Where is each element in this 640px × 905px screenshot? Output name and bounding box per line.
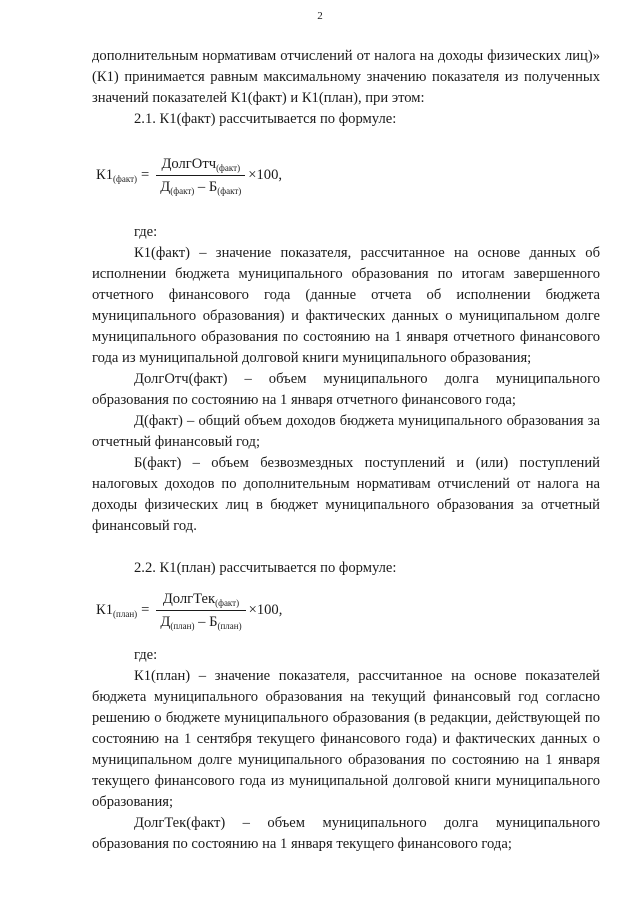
paragraph-2-2-heading: 2.2. К1(план) рассчитывается по формуле:: [134, 560, 397, 576]
formula-multiplier: ×100,: [248, 167, 283, 183]
formula-multiplier: ×100,: [248, 602, 283, 618]
paragraph-intro: дополнительным нормативам отчислений от налога на доходы физических лиц)» (К1) принимается равным максимальному значению показателя из полученных значений показателей К1(факт) и К1(план), при этом:: [92, 48, 600, 106]
formula-equals: =: [141, 167, 150, 183]
where-label-2: где:: [134, 647, 158, 663]
document-body: [92, 46, 600, 855]
definition-k1-fact: К1(факт) – значение показателя, рассчитанное на основе данных об исполнении бюджета муниципального образования по итогам завершенного отчетного финансового года (данные отчета об исполнении бюджета муниципального образования) и фактических данных о муниципальном долге муниципального образования по состоянию на 1 января отчетного финансового года из муниципальной долговой книги муниципального образования;: [92, 245, 600, 366]
formula-fraction: [156, 155, 245, 196]
formula-equals: =: [141, 602, 150, 618]
definition-dolgotch: ДолгОтч(факт) – объем муниципального долга муниципального образования по состоянию на 1 января отчетного финансового года;: [92, 371, 600, 408]
formula-fraction: [156, 590, 245, 631]
definition-d-fact: Д(факт) – общий объем доходов бюджета муниципального образования за отчетный финансовый год;: [92, 413, 600, 450]
formula-denominator: $Д_{(план)} - Б_{(план)}$: [156, 610, 245, 631]
formula-numerator: ДолгОтч$_{(факт)}$: [161, 155, 241, 173]
formula-lhs: $К1_{(факт)}$: [96, 167, 138, 184]
paragraph-2-1-heading: 2.1. К1(факт) рассчитывается по формуле:: [134, 111, 397, 127]
definition-dolgtek: ДолгТек(факт) – объем муниципального долга муниципального образования по состоянию на 1 января текущего финансового года;: [92, 815, 600, 852]
formula-numerator: ДолгТек$_{(факт)}$: [162, 590, 240, 608]
formula-k1-fact: [96, 146, 600, 204]
formula-denominator: $Д_{(факт)} - Б_{(факт)}$: [156, 175, 245, 196]
definition-k1-plan: К1(план) – значение показателя, рассчитанное на основе показателей бюджета муниципального образования на текущий финансовый год согласно решению о бюджете муниципального образования (в редакции, действующей по состоянию на 1 сентября текущего финансового года) и фактических данных о муниципальном долге муниципального образования по состоянию на 1 января текущего финансового года из муниципальной долговой книги муниципального образования;: [92, 668, 600, 810]
page-number: 2: [317, 10, 323, 22]
formula-k1-plan: [96, 585, 600, 635]
where-label-1: где:: [134, 224, 158, 240]
definition-b-fact: Б(факт) – объем безвозмездных поступлений и (или) поступлений налоговых доходов по дополнительным нормативам отчислений от налога на доходы физических лиц в бюджет муниципального образования за отчетный финансовый год.: [92, 455, 600, 534]
formula-lhs: $К1_{(план)}$: [96, 602, 138, 619]
